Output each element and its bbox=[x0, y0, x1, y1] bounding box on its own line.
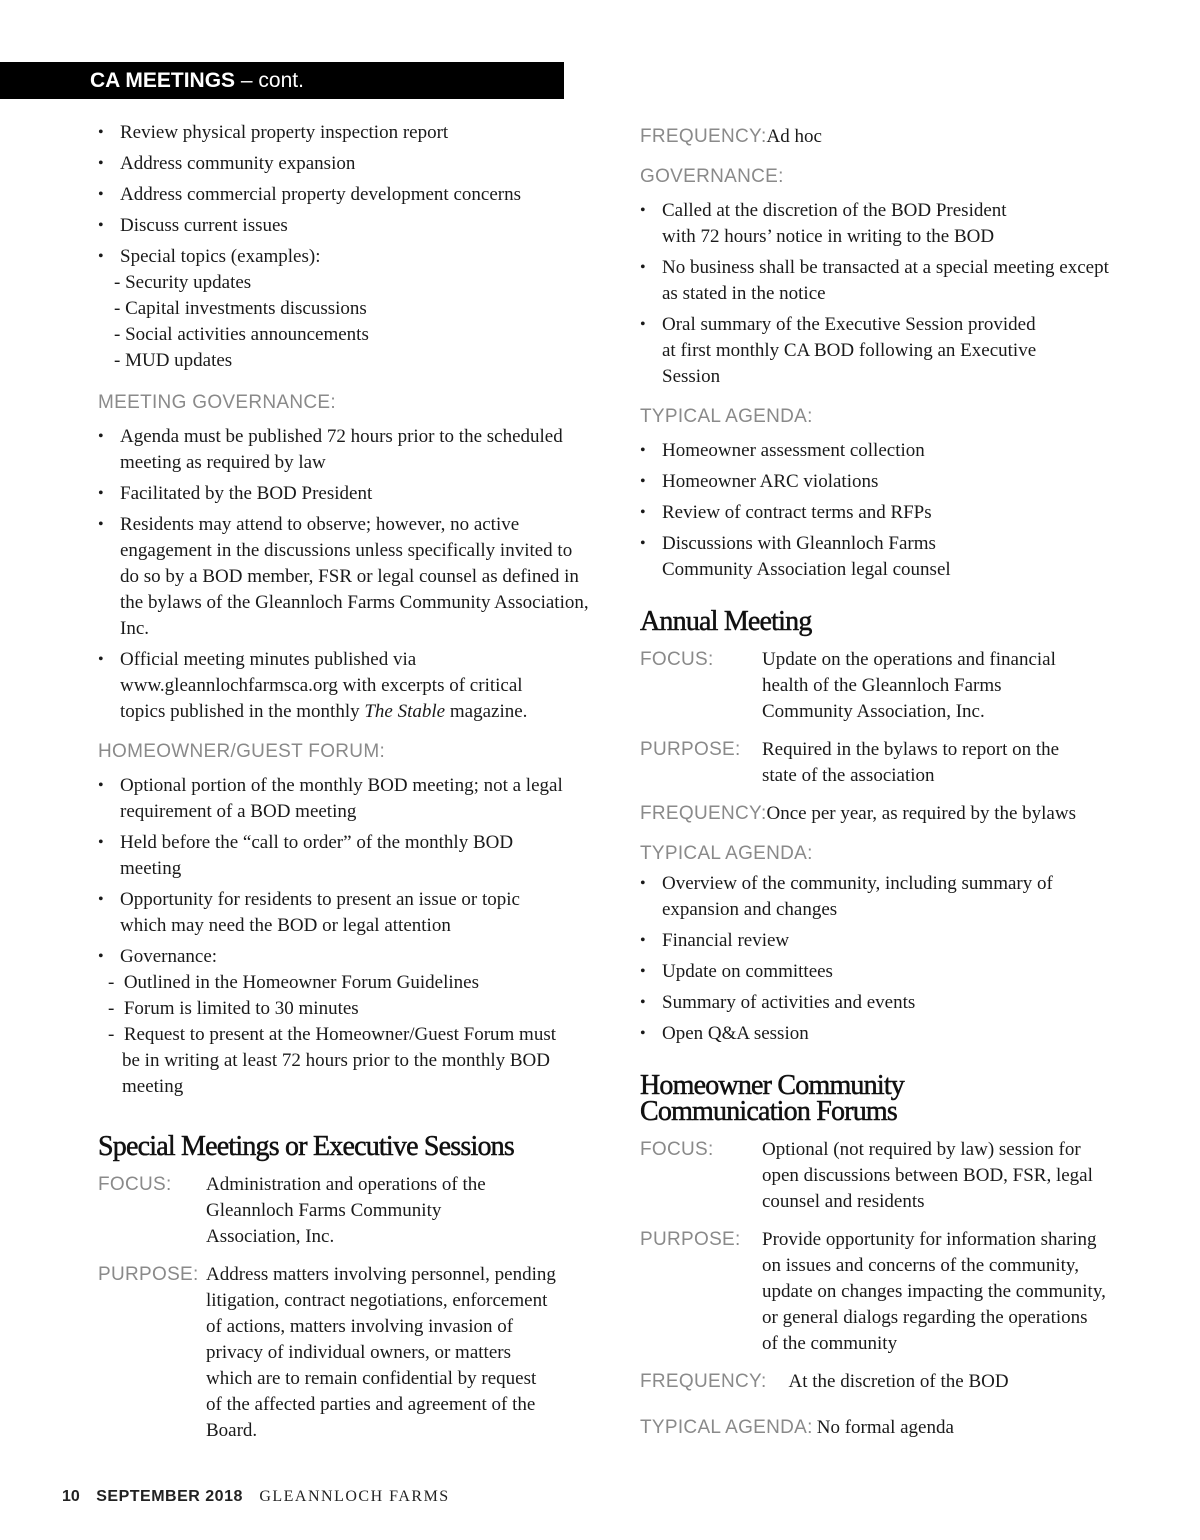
list-item: - Social activities announcements bbox=[114, 324, 369, 345]
special-agenda-label: TYPICAL AGENDA: bbox=[640, 406, 813, 427]
list-item: - Request to present at the Homeowner/Guest Forum must be in writing at least 72 hours prior to the monthly BOD meeting bbox=[108, 1024, 557, 1097]
special-meetings-heading: Special Meetings or Executive Sessions bbox=[98, 1131, 514, 1162]
annual-agenda-label: TYPICAL AGENDA: bbox=[640, 843, 813, 864]
forums-purpose-label: PURPOSE: bbox=[640, 1229, 741, 1250]
list-item: • Agenda must be published 72 hours prior to the scheduled meeting as required by law bbox=[98, 424, 568, 476]
banner-title: CA MEETINGS bbox=[90, 69, 236, 92]
list-item bbox=[98, 244, 568, 374]
special-frequency-row bbox=[640, 124, 1110, 150]
annual-purpose-row bbox=[640, 737, 1110, 789]
minutes-text: Official meeting minutes published via www.gleannlochfarmsca.org with excerpts of critical topics published in the monthly bbox=[120, 649, 523, 722]
list-item-text: Outlined in the Homeowner Forum Guidelines bbox=[123, 972, 479, 993]
governance-label: GOVERNANCE: bbox=[640, 166, 784, 187]
forums-frequency-row bbox=[640, 1369, 1110, 1395]
banner-subtitle: – cont. bbox=[235, 69, 304, 92]
special-frequency-label: FREQUENCY: bbox=[640, 126, 767, 147]
list-item: • Review of contract terms and RFPs bbox=[640, 500, 1110, 526]
forums-agenda-row bbox=[640, 1415, 1110, 1441]
list-item-text: Request to present at the Homeowner/Guest Forum must be in writing at least 72 hours prior to the monthly BOD meeting bbox=[122, 1024, 557, 1097]
list-item: • Address commercial property development concerns bbox=[98, 182, 568, 208]
forum-governance-label: Governance: bbox=[120, 946, 218, 967]
forum-label: HOMEOWNER/GUEST FORUM: bbox=[98, 741, 386, 762]
annual-focus-value: Update on the operations and financial health of the Gleannloch Farms Community Association, Inc. bbox=[762, 649, 1056, 722]
list-item: • Residents may attend to observe; however, no active engagement in the discussions unless specifically invited to do so by a BOD member, FSR or legal counsel as defined in the bylaws of the Gleannloch Farms Community Association, Inc. bbox=[98, 512, 590, 642]
forum-list bbox=[98, 773, 568, 1100]
list-item: • Open Q&A session bbox=[640, 1021, 1110, 1047]
list-item: • Oral summary of the Executive Session provided at first monthly CA BOD following an Executive Session bbox=[640, 312, 1042, 390]
forums-focus-value: Optional (not required by law) session for open discussions between BOD, FSR, legal counsel and residents bbox=[762, 1139, 1093, 1212]
forums-heading bbox=[640, 1070, 1110, 1127]
forums-frequency-label: FREQUENCY: bbox=[640, 1371, 767, 1392]
annual-focus-label: FOCUS: bbox=[640, 649, 714, 670]
meeting-governance-list bbox=[98, 424, 589, 725]
right-column bbox=[640, 120, 1110, 1441]
annual-frequency-label: FREQUENCY: bbox=[640, 803, 767, 824]
list-item bbox=[98, 647, 568, 725]
list-item: • Homeowner assessment collection bbox=[640, 438, 1110, 464]
special-focus-value: Administration and operations of the Gleannloch Farms Community Association, Inc. bbox=[206, 1174, 486, 1247]
agenda-topics-list bbox=[98, 120, 568, 374]
list-item: - Outlined in the Homeowner Forum Guidelines bbox=[108, 972, 479, 993]
issue-date: SEPTEMBER 2018 bbox=[96, 1488, 243, 1505]
list-item: - Security updates bbox=[114, 272, 252, 293]
list-item: • Financial review bbox=[640, 928, 1110, 954]
annual-frequency-value: Once per year, as required by the bylaws bbox=[766, 803, 1076, 824]
list-item: • Called at the discretion of the BOD President with 72 hours’ notice in writing to the BOD bbox=[640, 198, 1042, 250]
magazine-title: The Stable bbox=[364, 701, 446, 722]
special-frequency-value: Ad hoc bbox=[766, 126, 822, 147]
meeting-governance-label: MEETING GOVERNANCE: bbox=[98, 392, 336, 413]
special-agenda-list bbox=[640, 438, 1110, 583]
minutes-end: magazine. bbox=[445, 701, 528, 722]
forums-frequency-value: At the discretion of the BOD bbox=[788, 1371, 1009, 1392]
list-item: - MUD updates bbox=[114, 350, 233, 371]
forums-heading-line2: Communication Forums bbox=[640, 1096, 898, 1127]
annual-purpose-value: Required in the bylaws to report on the state of the association bbox=[762, 739, 1060, 786]
list-item: • Homeowner ARC violations bbox=[640, 469, 1110, 495]
forums-purpose-value: Provide opportunity for information sharing on issues and concerns of the community, update on changes impacting the community, or general dialogs regarding the operations of the community bbox=[762, 1229, 1106, 1354]
forums-purpose-row bbox=[640, 1227, 1110, 1357]
forums-focus-label: FOCUS: bbox=[640, 1139, 714, 1160]
list-item: • Opportunity for residents to present an issue or topic which may need the BOD or legal attention bbox=[98, 887, 568, 939]
left-column bbox=[98, 120, 589, 1456]
special-purpose-label: PURPOSE: bbox=[98, 1264, 199, 1285]
forums-agenda-label: TYPICAL AGENDA: bbox=[640, 1417, 813, 1438]
section-banner bbox=[0, 62, 564, 99]
list-item: • No business shall be transacted at a special meeting except as stated in the notice bbox=[640, 255, 1110, 307]
annual-meeting-heading: Annual Meeting bbox=[640, 606, 812, 637]
annual-purpose-label: PURPOSE: bbox=[640, 739, 741, 760]
page-footer bbox=[62, 1488, 450, 1506]
special-purpose-row bbox=[98, 1262, 568, 1444]
list-item: • Update on committees bbox=[640, 959, 1110, 985]
forums-focus-row bbox=[640, 1137, 1110, 1215]
annual-agenda-list bbox=[640, 871, 1110, 1047]
forum-governance-list bbox=[108, 970, 568, 1100]
list-item: • Overview of the community, including summary of expansion and changes bbox=[640, 871, 1062, 923]
list-item: • Facilitated by the BOD President bbox=[98, 481, 568, 507]
publication-name: GLEANNLOCH FARMS bbox=[259, 1488, 450, 1505]
governance-list bbox=[640, 198, 1110, 390]
special-focus-row bbox=[98, 1172, 568, 1250]
list-item: • Optional portion of the monthly BOD meeting; not a legal requirement of a BOD meeting bbox=[98, 773, 568, 825]
list-item: • Held before the “call to order” of the monthly BOD meeting bbox=[98, 830, 568, 882]
list-item: • Review physical property inspection report bbox=[98, 120, 568, 146]
list-item: • Discussions with Gleannloch Farms Community Association legal counsel bbox=[640, 531, 1002, 583]
forums-heading-line1: Homeowner Community bbox=[640, 1070, 904, 1101]
list-item: • Discuss current issues bbox=[98, 213, 568, 239]
special-topics-list bbox=[114, 270, 568, 374]
list-item: • Summary of activities and events bbox=[640, 990, 1110, 1016]
annual-focus-row bbox=[640, 647, 1110, 725]
list-item: - Capital investments discussions bbox=[114, 298, 367, 319]
list-item: • Address community expansion bbox=[98, 151, 568, 177]
special-topics-label: Special topics (examples): bbox=[120, 246, 321, 267]
list-item-text: Forum is limited to 30 minutes bbox=[123, 998, 359, 1019]
list-item bbox=[98, 944, 568, 1100]
list-item: - Forum is limited to 30 minutes bbox=[108, 998, 359, 1019]
annual-frequency-row bbox=[640, 801, 1110, 827]
special-focus-label: FOCUS: bbox=[98, 1174, 172, 1195]
special-purpose-value: Address matters involving personnel, pending litigation, contract negotiations, enforcement of actions, matters involving invasion of privacy of individual owners, or matters which are to remain confidential by request of the affected parties and agreement of the Board. bbox=[206, 1264, 556, 1441]
page-number: 10 bbox=[62, 1488, 80, 1505]
forums-agenda-value: No formal agenda bbox=[816, 1417, 954, 1438]
